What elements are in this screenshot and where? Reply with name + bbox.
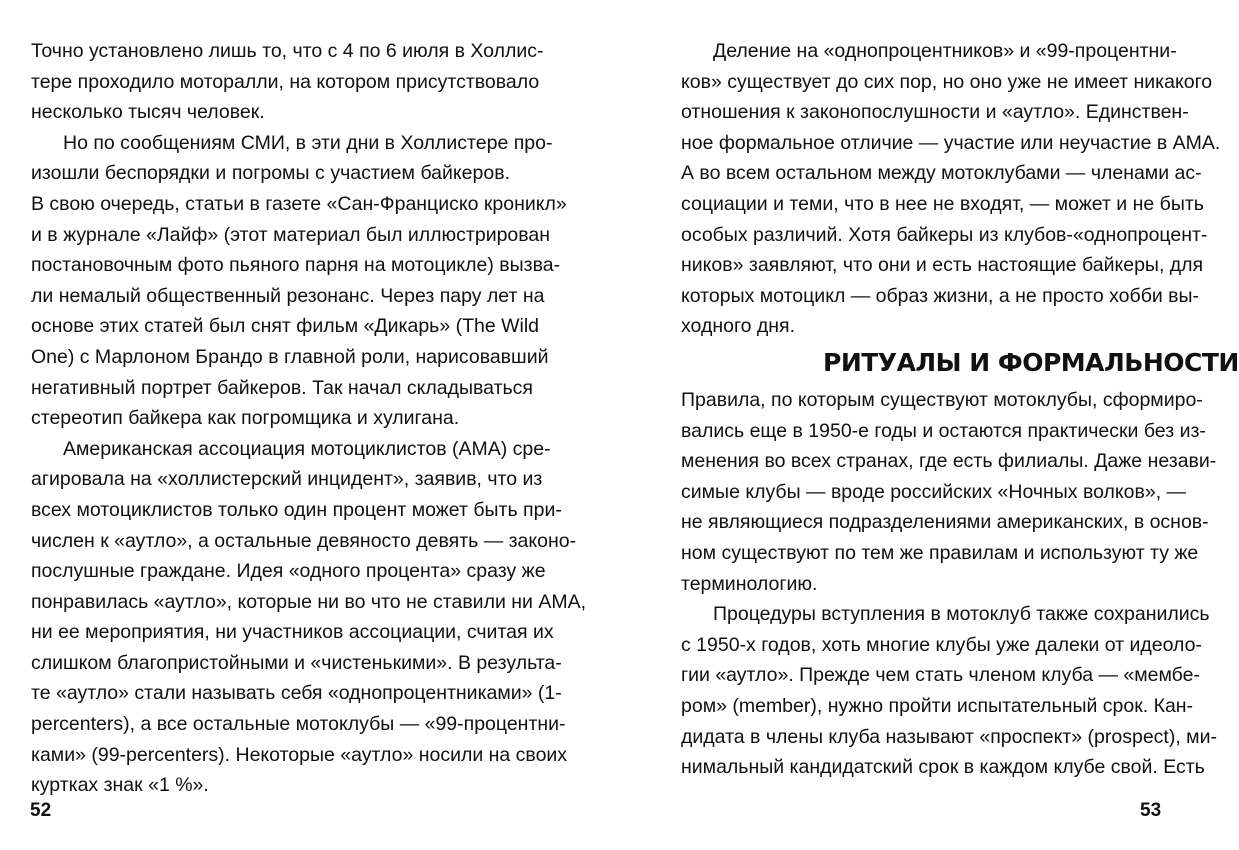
text-line: стереотип байкера как погромщика и хулигана. — [31, 407, 460, 430]
text-line: ном существуют по тем же правилам и используют ту же — [681, 541, 1199, 564]
text-line: тере проходило моторалли, на котором присутствовало — [31, 70, 540, 93]
left-page — [0, 0, 593, 850]
text-line: дидата в члены клуба называют «проспект» (prospect), ми- — [681, 725, 1217, 748]
text-line: Точно установлено лишь то, что с 4 по 6 июля в Холлис- — [31, 40, 544, 62]
text-line: основе этих статей был снят фильм «Дикарь» (The Wild — [31, 315, 540, 338]
text-line: изошли беспорядки и погромы с участием байкеров. — [31, 162, 510, 185]
text-line: гии «аутло». Прежде чем стать членом клуба — «мембе- — [681, 664, 1200, 687]
text-line: ни ее мероприятия, ни участников ассоциации, считая их — [31, 621, 554, 644]
text-line: Американская ассоциация мотоциклистов (АМА) сре- — [63, 437, 551, 460]
text-line: числен к «аутло», а остальные девяносто девять — законо- — [31, 529, 577, 552]
text-line: отношения к законопослушности и «аутло». Единствен- — [681, 101, 1189, 124]
text-line: А во всем остальном между мотоклубами — членами ас- — [681, 162, 1202, 185]
right-page — [593, 0, 1239, 850]
text-line: не являющиеся подразделениями американских, в основ- — [681, 511, 1209, 534]
text-line: куртках знак «1 %». — [31, 774, 209, 797]
text-line: percenters), а все остальные мотоклубы — «99-процентни- — [31, 713, 566, 736]
text-line: One) с Марлоном Брандо в главной роли, нарисовавший — [31, 345, 549, 368]
text-line: несколько тысяч человек. — [31, 101, 265, 124]
text-line: постановочным фото пьяного парня на мотоцикле) вызва- — [31, 254, 561, 277]
text-line: негативный портрет байкеров. Так начал складываться — [31, 376, 533, 399]
page-number: 53 — [1140, 800, 1162, 821]
left-page-text — [31, 36, 587, 801]
text-line: вались еще в 1950-е годы и остаются практически без из- — [681, 419, 1206, 442]
right-page-text-bottom — [681, 385, 1217, 783]
text-line: ков» существует до сих пор, но оно уже не имеет никакого — [681, 70, 1213, 93]
text-line: понравилась «аутло», которые ни во что не ставили ни АМА, — [31, 590, 587, 613]
text-line: и в журнале «Лайф» (этот материал был иллюстрирован — [31, 223, 551, 246]
text-line: социации и теми, что в нее не входят, — может и не быть — [681, 192, 1204, 215]
text-line: терминологию. — [681, 572, 818, 595]
text-line: с 1950-х годов, хоть многие клубы уже далеки от идеоло- — [681, 633, 1202, 656]
text-line: агировала на «холлистерский инцидент», заявив, что из — [31, 468, 543, 491]
text-line: которых мотоцикл — образ жизни, а не просто хобби вы- — [681, 284, 1200, 307]
text-line: ников» заявляют, что они и есть настоящие байкеры, для — [681, 254, 1204, 277]
text-line: ное формальное отличие — участие или неучастие в АМА. — [681, 131, 1221, 154]
right-page-text-top — [681, 36, 1221, 342]
text-line: всех мотоциклистов только один процент может быть при- — [31, 498, 562, 521]
text-line: симые клубы — вроде российских «Ночных волков», — — [681, 480, 1187, 503]
text-line: В свою очередь, статьи в газете «Сан-Франциско кроникл» — [31, 192, 567, 215]
text-line: Деление на «однопроцентников» и «99-процентни- — [713, 40, 1177, 62]
text-line: менения во всех странах, где есть филиалы. Даже незави- — [681, 450, 1217, 473]
page-number: 52 — [30, 800, 52, 821]
text-line: Правила, по которым существуют мотоклубы, сформиро- — [681, 389, 1203, 411]
text-line: особых различий. Хотя байкеры из клубов-«однопроцент- — [681, 223, 1208, 246]
text-line: ками» (99-percenters). Некоторые «аутло» носили на своих — [31, 743, 568, 766]
text-line: ром» (member), нужно пройти испытательный срок. Кан- — [681, 694, 1194, 717]
text-line: Но по сообщениям СМИ, в эти дни в Холлистере про- — [63, 131, 553, 154]
text-line: послушные граждане. Идея «одного процента» сразу же — [31, 560, 546, 583]
text-line: Процедуры вступления в мотоклуб также сохранились — [713, 603, 1210, 626]
section-heading: РИТУАЛЫ И ФОРМАЛЬНОСТИ — [823, 348, 1239, 377]
text-line: ходного дня. — [681, 315, 796, 338]
text-line: нимальный кандидатский срок в каждом клубе свой. Есть — [681, 756, 1205, 779]
text-line: ли немалый общественный резонанс. Через пару лет на — [31, 284, 545, 307]
text-line: те «аутло» стали называть себя «однопроцентниками» (1- — [31, 682, 562, 705]
text-line: слишком благопристойными и «чистенькими». В результа- — [31, 651, 562, 674]
